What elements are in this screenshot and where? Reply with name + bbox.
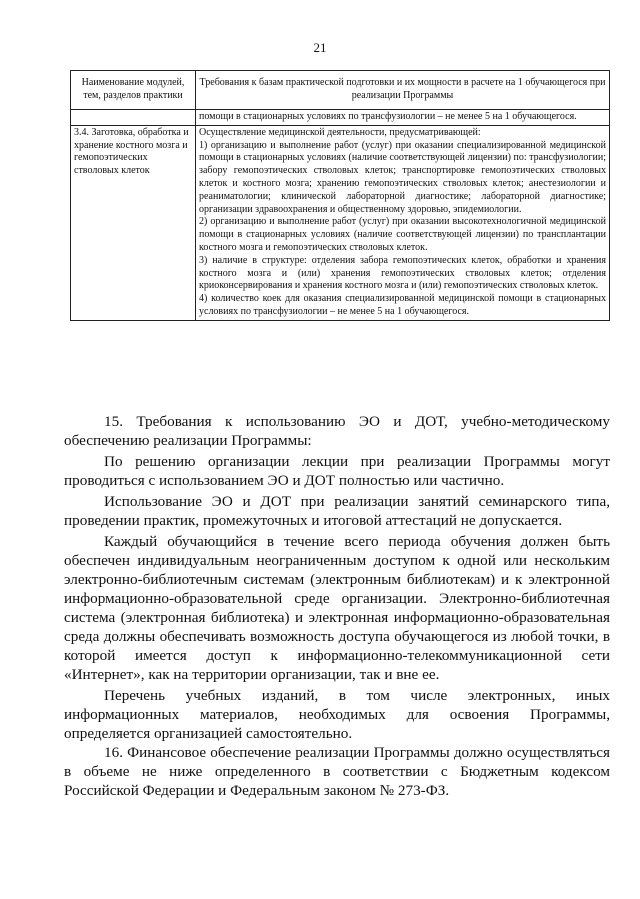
requirement-line: 4) количество коек для оказания специализированной медицинской помощи в стационарных условиях по трансфузиологии – не менее 5 на 1 обучающегося. — [199, 293, 606, 317]
section-15-heading: 15. Требования к использованию ЭО и ДОТ, учебно-методическому обеспечению реализации Программы: — [64, 413, 610, 449]
requirements-cell — [196, 110, 610, 126]
requirements-cell — [196, 125, 610, 320]
module-cell: 3.4. Заготовка, обработка и хранение костного мозга и гемопоэтических стволовых клеток — [71, 125, 196, 320]
paragraph: Каждый обучающийся в течение всего периода обучения должен быть обеспечен индивидуальным неограниченным доступом к одной или нескольким электронно-библиотечным системам (электронным библиотекам) и к электронной информационно-образовательной среде организации. Электронно-библиотечная система (электронная библиотека) и электронная информационно-образовательная среда должны обеспечивать возможность доступа обучающегося из любой точки, в которой имеется доступ к информационно-телекоммуникационной сети «Интернет», как на территории организации, так и вне ее. — [64, 533, 610, 683]
table-header-row — [71, 71, 610, 110]
requirement-line: помощи в стационарных условиях по трансфузиологии – не менее 5 на 1 обучающегося. — [199, 111, 577, 122]
paragraph: По решению организации лекции при реализации Программы могут проводиться с использованием ЭО и ДОТ полностью или частично. — [64, 453, 610, 489]
paragraph: Использование ЭО и ДОТ при реализации занятий семинарского типа, проведении практик, промежуточных и итоговой аттестаций не допускается. — [64, 493, 610, 529]
paragraph: Перечень учебных изданий, в том числе электронных, иных информационных материалов, необходимых для освоения Программы, определяется организацией самостоятельно. — [64, 687, 610, 742]
module-cell — [71, 110, 196, 126]
requirement-line: 1) организацию и выполнение работ (услуг) при оказании специализированной медицинской помощи в стационарных условиях (наличие соответствующей лицензии) по: трансфузиологии; забору гемопоэтических стволовых клеток; транспортировке гемопоэтических стволовых клеток и костного мозга; хранению гемопоэтических стволовых клеток; анестезиологии и реаниматологии; клинической лабораторной диагностике; лабораторной диагностике; организации здравоохранения и общественному здоровью, эпидемиологии. — [199, 139, 606, 215]
section-16-paragraph: 16. Финансовое обеспечение реализации Программы должно осуществляться в объеме не ниже определенного в соответствии с Бюджетным кодексом Российской Федерации и Федеральным законом № 273-ФЗ. — [64, 744, 610, 799]
table-row — [71, 125, 610, 320]
body-text — [64, 412, 610, 800]
requirement-line: 2) организацию и выполнение работ (услуг) при оказании высокотехнологичной медицинской помощи в стационарных условиях (наличие соответствующей лицензии) по трансплантации костного мозга и гемопоэтических стволовых клеток. — [199, 216, 606, 253]
requirement-line: 3) наличие в структуре: отделения забора гемопоэтических клеток, обработки и хранения костного мозга и (или) хранения гемопоэтических стволовых клеток; отделения криоконсервирования и хранения костного мозга и (или) гемопоэтических стволовых клеток. — [199, 254, 606, 292]
requirement-line: Осуществление медицинской деятельности, предусматривающей: — [199, 126, 481, 138]
table-row — [71, 110, 610, 126]
requirements-table — [70, 70, 610, 321]
header-modules: Наименование модулей, тем, разделов практики — [71, 71, 196, 110]
page-number: 21 — [313, 40, 327, 55]
header-requirements: Требования к базам практической подготовки и их мощности в расчете на 1 обучающегося при реализации Программы — [196, 71, 610, 110]
